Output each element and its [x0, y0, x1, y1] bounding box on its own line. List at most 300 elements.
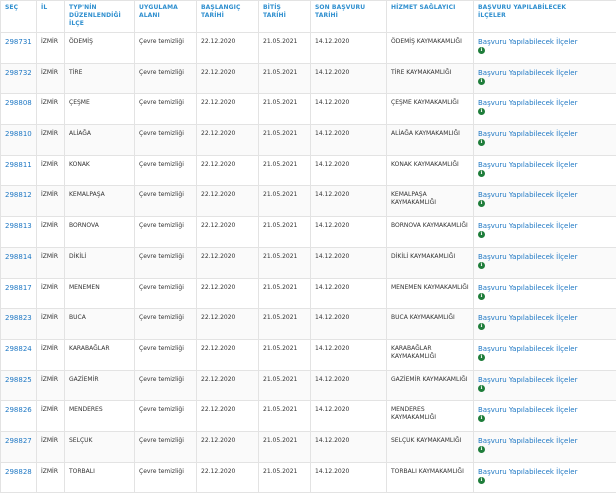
alan-text: Çevre temizliği	[139, 314, 184, 322]
info-icon[interactable]: i	[478, 200, 485, 207]
bitis-text: 21.05.2021	[263, 252, 298, 260]
alan-text: Çevre temizliği	[139, 130, 184, 138]
cell-uygulama-alani	[135, 94, 197, 125]
cell-hizmet-saglayici	[387, 94, 474, 125]
basvuru-ilceler-link[interactable]: Başvuru Yapılabilecek İlçeler	[478, 283, 578, 292]
bitis-text: 21.05.2021	[263, 68, 298, 76]
baslangic-text: 22.12.2020	[201, 283, 236, 291]
il-text: İZMİR	[41, 467, 58, 475]
son-basvuru-text: 14.12.2020	[315, 283, 350, 291]
info-icon[interactable]: i	[478, 139, 485, 146]
cell-son-basvuru	[311, 186, 387, 217]
info-icon[interactable]: i	[478, 262, 485, 269]
cell-basvuru-ilceler	[474, 339, 616, 370]
cell-sec	[1, 370, 37, 401]
typ-id-link[interactable]: 298817	[5, 283, 32, 292]
hizmet-text: ÇEŞME KAYMAKAMLIĞI	[391, 99, 459, 107]
son-basvuru-text: 14.12.2020	[315, 344, 350, 352]
header-ilce: TYP'NİN DÜZENLENDİĞİ İLÇE	[65, 1, 135, 33]
header-basvuru-ilceler: BAŞVURU YAPILABİLECEK İLÇELER	[474, 1, 616, 33]
cell-ilce	[65, 125, 135, 156]
cell-basvuru-ilceler	[474, 462, 616, 493]
cell-il	[37, 94, 65, 125]
hizmet-text: BUCA KAYMAKAMLIĞI	[391, 314, 455, 322]
cell-hizmet-saglayici	[387, 247, 474, 278]
cell-uygulama-alani	[135, 370, 197, 401]
cell-hizmet-saglayici	[387, 462, 474, 493]
typ-id-link[interactable]: 298732	[5, 68, 32, 77]
cell-uygulama-alani	[135, 401, 197, 432]
cell-baslangic	[197, 63, 259, 94]
cell-il	[37, 462, 65, 493]
cell-hizmet-saglayici	[387, 33, 474, 64]
hizmet-text: GAZİEMİR KAYMAKAMLIĞI	[391, 375, 468, 383]
basvuru-ilceler-link[interactable]: Başvuru Yapılabilecek İlçeler	[478, 38, 578, 46]
cell-hizmet-saglayici	[387, 339, 474, 370]
son-basvuru-text: 14.12.2020	[315, 406, 350, 414]
son-basvuru-text: 14.12.2020	[315, 222, 350, 230]
cell-uygulama-alani	[135, 186, 197, 217]
cell-ilce	[65, 33, 135, 64]
header-baslangic-tarihi: BAŞLANGIÇ TARİHİ	[197, 1, 259, 33]
cell-baslangic	[197, 370, 259, 401]
bitis-text: 21.05.2021	[263, 130, 298, 138]
cell-bitis	[259, 370, 311, 401]
cell-sec	[1, 217, 37, 248]
ilce-text: DİKİLİ	[69, 252, 87, 260]
cell-bitis	[259, 462, 311, 493]
il-text: İZMİR	[41, 68, 58, 76]
bitis-text: 21.05.2021	[263, 344, 298, 352]
ilce-text: BUCA	[69, 314, 86, 322]
table-row	[1, 431, 616, 462]
ilce-text: MENDERES	[69, 406, 103, 414]
alan-text: Çevre temizliği	[139, 375, 184, 383]
basvuru-ilceler-link[interactable]: Başvuru Yapılabilecek İlçeler	[478, 160, 578, 169]
typ-id-link[interactable]: 298824	[5, 344, 32, 353]
cell-baslangic	[197, 278, 259, 309]
cell-il	[37, 155, 65, 186]
cell-bitis	[259, 401, 311, 432]
bitis-text: 21.05.2021	[263, 467, 298, 475]
cell-uygulama-alani	[135, 33, 197, 64]
cell-uygulama-alani	[135, 63, 197, 94]
cell-son-basvuru	[311, 339, 387, 370]
cell-bitis	[259, 247, 311, 278]
table-row	[1, 401, 616, 432]
header-hizmet-saglayici: HİZMET SAĞLAYICI	[387, 1, 474, 33]
table-row	[1, 63, 616, 94]
alan-text: Çevre temizliği	[139, 436, 184, 444]
cell-baslangic	[197, 94, 259, 125]
info-icon[interactable]: i	[478, 293, 485, 300]
typ-id-link[interactable]: 298813	[5, 222, 32, 231]
baslangic-text: 22.12.2020	[201, 222, 236, 230]
cell-bitis	[259, 309, 311, 340]
cell-baslangic	[197, 247, 259, 278]
cell-baslangic	[197, 217, 259, 248]
alan-text: Çevre temizliği	[139, 406, 184, 414]
ilce-text: ÇEŞME	[69, 99, 90, 107]
info-icon[interactable]: i	[478, 78, 485, 85]
typ-id-link[interactable]: 298814	[5, 252, 32, 261]
cell-ilce	[65, 217, 135, 248]
table-row	[1, 217, 616, 248]
cell-son-basvuru	[311, 155, 387, 186]
cell-il	[37, 33, 65, 64]
alan-text: Çevre temizliği	[139, 99, 184, 107]
cell-ilce	[65, 155, 135, 186]
ilce-text: SELÇUK	[69, 436, 93, 444]
cell-sec	[1, 63, 37, 94]
header-uygulama-alani: UYGULAMA ALANI	[135, 1, 197, 33]
info-icon[interactable]: i	[478, 170, 485, 177]
table-header	[1, 1, 616, 33]
info-icon[interactable]: i	[478, 354, 485, 361]
table-body	[1, 33, 616, 493]
cell-ilce	[65, 370, 135, 401]
cell-uygulama-alani	[135, 217, 197, 248]
alan-text: Çevre temizliği	[139, 160, 184, 168]
il-text: İZMİR	[41, 130, 58, 138]
hizmet-text: ALİAĞA KAYMAKAMLIĞI	[391, 130, 460, 138]
cell-hizmet-saglayici	[387, 155, 474, 186]
cell-basvuru-ilceler	[474, 33, 616, 64]
cell-bitis	[259, 155, 311, 186]
cell-son-basvuru	[311, 63, 387, 94]
ilce-text: TORBALI	[69, 467, 95, 475]
il-text: İZMİR	[41, 191, 58, 199]
ilce-text: MENEMEN	[69, 283, 100, 291]
cell-ilce	[65, 339, 135, 370]
alan-text: Çevre temizliği	[139, 222, 184, 230]
alan-text: Çevre temizliği	[139, 467, 184, 475]
cell-baslangic	[197, 186, 259, 217]
basvuru-ilceler-link[interactable]: Başvuru Yapılabilecek İlçeler	[478, 191, 578, 200]
cell-bitis	[259, 33, 311, 64]
bitis-text: 21.05.2021	[263, 436, 298, 444]
info-icon[interactable]: i	[478, 415, 485, 422]
typ-id-link[interactable]: 298827	[5, 436, 32, 445]
info-icon[interactable]: i	[478, 477, 485, 484]
cell-basvuru-ilceler	[474, 401, 616, 432]
table-row	[1, 33, 616, 64]
cell-son-basvuru	[311, 33, 387, 64]
cell-il	[37, 63, 65, 94]
cell-uygulama-alani	[135, 339, 197, 370]
basvuru-ilceler-link[interactable]: Başvuru Yapılabilecek İlçeler	[478, 99, 578, 108]
alan-text: Çevre temizliği	[139, 283, 184, 291]
bitis-text: 21.05.2021	[263, 222, 298, 230]
cell-ilce	[65, 94, 135, 125]
baslangic-text: 22.12.2020	[201, 99, 236, 107]
typ-id-link[interactable]: 298808	[5, 99, 32, 108]
ilce-text: KONAK	[69, 160, 90, 168]
cell-basvuru-ilceler	[474, 309, 616, 340]
cell-il	[37, 431, 65, 462]
info-icon[interactable]: i	[478, 323, 485, 330]
cell-bitis	[259, 217, 311, 248]
cell-son-basvuru	[311, 431, 387, 462]
cell-son-basvuru	[311, 278, 387, 309]
table-row	[1, 186, 616, 217]
info-icon[interactable]: i	[478, 385, 485, 392]
cell-son-basvuru	[311, 94, 387, 125]
cell-hizmet-saglayici	[387, 401, 474, 432]
alan-text: Çevre temizliği	[139, 252, 184, 260]
cell-uygulama-alani	[135, 309, 197, 340]
header-row	[1, 1, 616, 33]
cell-baslangic	[197, 339, 259, 370]
cell-bitis	[259, 431, 311, 462]
ilce-text: KEMALPAŞA	[69, 191, 105, 199]
cell-sec	[1, 339, 37, 370]
cell-basvuru-ilceler	[474, 186, 616, 217]
cell-hizmet-saglayici	[387, 370, 474, 401]
cell-son-basvuru	[311, 462, 387, 493]
header-il: İL	[37, 1, 65, 33]
hizmet-text: KARABAĞLAR KAYMAKAMLIĞI	[391, 344, 437, 360]
cell-sec	[1, 247, 37, 278]
table-row	[1, 462, 616, 493]
il-text: İZMİR	[41, 222, 58, 230]
cell-bitis	[259, 94, 311, 125]
cell-uygulama-alani	[135, 155, 197, 186]
cell-ilce	[65, 309, 135, 340]
il-text: İZMİR	[41, 252, 58, 260]
table-row	[1, 155, 616, 186]
cell-sec	[1, 186, 37, 217]
hizmet-text: MENDERES KAYMAKAMLIĞI	[391, 406, 437, 422]
il-text: İZMİR	[41, 283, 58, 291]
il-text: İZMİR	[41, 314, 58, 322]
baslangic-text: 22.12.2020	[201, 252, 236, 260]
il-text: İZMİR	[41, 38, 58, 45]
il-text: İZMİR	[41, 406, 58, 414]
header-bitis-tarihi: BİTİŞ TARİHİ	[259, 1, 311, 33]
cell-sec	[1, 94, 37, 125]
info-icon[interactable]: i	[478, 231, 485, 238]
cell-sec	[1, 278, 37, 309]
son-basvuru-text: 14.12.2020	[315, 436, 350, 444]
cell-ilce	[65, 462, 135, 493]
alan-text: Çevre temizliği	[139, 38, 184, 45]
baslangic-text: 22.12.2020	[201, 38, 236, 45]
cell-il	[37, 401, 65, 432]
il-text: İZMİR	[41, 436, 58, 444]
cell-son-basvuru	[311, 370, 387, 401]
cell-baslangic	[197, 33, 259, 64]
hizmet-text: ÖDEMİŞ KAYMAKAMLIĞI	[391, 38, 462, 45]
hizmet-text: KEMALPAŞA KAYMAKAMLIĞI	[391, 191, 437, 207]
cell-basvuru-ilceler	[474, 370, 616, 401]
cell-baslangic	[197, 431, 259, 462]
info-icon[interactable]: i	[478, 47, 485, 54]
cell-son-basvuru	[311, 401, 387, 432]
cell-il	[37, 339, 65, 370]
basvuru-ilceler-link[interactable]: Başvuru Yapılabilecek İlçeler	[478, 130, 578, 139]
basvuru-ilceler-link[interactable]: Başvuru Yapılabilecek İlçeler	[478, 467, 578, 476]
ilce-text: ÖDEMİŞ	[69, 38, 93, 45]
cell-il	[37, 217, 65, 248]
cell-hizmet-saglayici	[387, 431, 474, 462]
cell-uygulama-alani	[135, 125, 197, 156]
cell-il	[37, 186, 65, 217]
hizmet-text: SELÇUK KAYMAKAMLIĞI	[391, 436, 462, 444]
cell-hizmet-saglayici	[387, 309, 474, 340]
baslangic-text: 22.12.2020	[201, 467, 236, 475]
typ-id-link[interactable]: 298823	[5, 314, 32, 323]
cell-hizmet-saglayici	[387, 125, 474, 156]
basvuru-ilceler-link[interactable]: Başvuru Yapılabilecek İlçeler	[478, 344, 578, 353]
table-row	[1, 370, 616, 401]
cell-ilce	[65, 247, 135, 278]
baslangic-text: 22.12.2020	[201, 68, 236, 76]
son-basvuru-text: 14.12.2020	[315, 252, 350, 260]
hizmet-text: KONAK KAYMAKAMLIĞI	[391, 160, 459, 168]
basvuru-ilceler-link[interactable]: Başvuru Yapılabilecek İlçeler	[478, 222, 578, 231]
typ-id-link[interactable]: 298810	[5, 130, 32, 139]
cell-basvuru-ilceler	[474, 63, 616, 94]
ilce-text: GAZİEMİR	[69, 375, 99, 383]
hizmet-text: BORNOVA KAYMAKAMLIĞI	[391, 222, 468, 230]
cell-son-basvuru	[311, 125, 387, 156]
typ-id-link[interactable]: 298812	[5, 191, 32, 200]
il-text: İZMİR	[41, 160, 58, 168]
typ-id-link[interactable]: 298826	[5, 406, 32, 415]
basvuru-ilceler-link[interactable]: Başvuru Yapılabilecek İlçeler	[478, 252, 578, 261]
cell-hizmet-saglayici	[387, 217, 474, 248]
cell-sec	[1, 431, 37, 462]
cell-bitis	[259, 339, 311, 370]
hizmet-text: MENEMEN KAYMAKAMLIĞI	[391, 283, 469, 291]
cell-sec	[1, 155, 37, 186]
cell-ilce	[65, 63, 135, 94]
info-icon[interactable]: i	[478, 446, 485, 453]
cell-sec	[1, 309, 37, 340]
typ-id-link[interactable]: 298731	[5, 38, 32, 46]
baslangic-text: 22.12.2020	[201, 375, 236, 383]
info-icon[interactable]: i	[478, 108, 485, 115]
cell-il	[37, 125, 65, 156]
son-basvuru-text: 14.12.2020	[315, 160, 350, 168]
ilce-text: KARABAĞLAR	[69, 344, 110, 352]
ilce-text: ALİAĞA	[69, 130, 91, 138]
bitis-text: 21.05.2021	[263, 38, 298, 45]
son-basvuru-text: 14.12.2020	[315, 375, 350, 383]
cell-uygulama-alani	[135, 247, 197, 278]
typ-id-link[interactable]: 298811	[5, 160, 32, 169]
basvuru-ilceler-link[interactable]: Başvuru Yapılabilecek İlçeler	[478, 406, 578, 415]
baslangic-text: 22.12.2020	[201, 160, 236, 168]
cell-baslangic	[197, 309, 259, 340]
cell-il	[37, 309, 65, 340]
cell-bitis	[259, 278, 311, 309]
bitis-text: 21.05.2021	[263, 406, 298, 414]
table-row	[1, 309, 616, 340]
header-son-basvuru-tarihi: SON BAŞVURU TARİHİ	[311, 1, 387, 33]
cell-uygulama-alani	[135, 278, 197, 309]
cell-son-basvuru	[311, 247, 387, 278]
cell-ilce	[65, 278, 135, 309]
table-row	[1, 247, 616, 278]
cell-sec	[1, 33, 37, 64]
baslangic-text: 22.12.2020	[201, 191, 236, 199]
basvuru-ilceler-link[interactable]: Başvuru Yapılabilecek İlçeler	[478, 436, 578, 445]
cell-basvuru-ilceler	[474, 431, 616, 462]
son-basvuru-text: 14.12.2020	[315, 68, 350, 76]
baslangic-text: 22.12.2020	[201, 344, 236, 352]
bitis-text: 21.05.2021	[263, 99, 298, 107]
basvuru-ilceler-link[interactable]: Başvuru Yapılabilecek İlçeler	[478, 375, 578, 384]
table-row	[1, 339, 616, 370]
cell-ilce	[65, 401, 135, 432]
alan-text: Çevre temizliği	[139, 68, 184, 76]
cell-baslangic	[197, 155, 259, 186]
cell-il	[37, 278, 65, 309]
cell-basvuru-ilceler	[474, 247, 616, 278]
cell-basvuru-ilceler	[474, 125, 616, 156]
alan-text: Çevre temizliği	[139, 344, 184, 352]
son-basvuru-text: 14.12.2020	[315, 38, 350, 45]
hizmet-text: TORBALI KAYMAKAMLIĞI	[391, 467, 464, 475]
cell-hizmet-saglayici	[387, 186, 474, 217]
cell-bitis	[259, 63, 311, 94]
son-basvuru-text: 14.12.2020	[315, 130, 350, 138]
cell-hizmet-saglayici	[387, 63, 474, 94]
cell-basvuru-ilceler	[474, 217, 616, 248]
bitis-text: 21.05.2021	[263, 160, 298, 168]
baslangic-text: 22.12.2020	[201, 314, 236, 322]
cell-bitis	[259, 125, 311, 156]
ilce-text: BORNOVA	[69, 222, 99, 230]
cell-ilce	[65, 431, 135, 462]
alan-text: Çevre temizliği	[139, 191, 184, 199]
son-basvuru-text: 14.12.2020	[315, 191, 350, 199]
cell-baslangic	[197, 125, 259, 156]
cell-son-basvuru	[311, 309, 387, 340]
header-sec: SEÇ	[1, 1, 37, 33]
bitis-text: 21.05.2021	[263, 191, 298, 199]
table-row	[1, 278, 616, 309]
baslangic-text: 22.12.2020	[201, 406, 236, 414]
cell-hizmet-saglayici	[387, 278, 474, 309]
cell-il	[37, 370, 65, 401]
typ-id-link[interactable]: 298825	[5, 375, 32, 384]
cell-basvuru-ilceler	[474, 155, 616, 186]
typ-id-link[interactable]: 298828	[5, 467, 32, 476]
baslangic-text: 22.12.2020	[201, 436, 236, 444]
bitis-text: 21.05.2021	[263, 314, 298, 322]
cell-baslangic	[197, 462, 259, 493]
baslangic-text: 22.12.2020	[201, 130, 236, 138]
cell-uygulama-alani	[135, 431, 197, 462]
cell-son-basvuru	[311, 217, 387, 248]
bitis-text: 21.05.2021	[263, 283, 298, 291]
basvuru-ilceler-link[interactable]: Başvuru Yapılabilecek İlçeler	[478, 68, 578, 77]
table-row	[1, 94, 616, 125]
hizmet-text: TİRE KAYMAKAMLIĞI	[391, 68, 452, 76]
hizmet-text: DİKİLİ KAYMAKAMLIĞI	[391, 252, 456, 260]
cell-baslangic	[197, 401, 259, 432]
cell-sec	[1, 401, 37, 432]
cell-sec	[1, 462, 37, 493]
cell-uygulama-alani	[135, 462, 197, 493]
son-basvuru-text: 14.12.2020	[315, 314, 350, 322]
basvuru-ilceler-link[interactable]: Başvuru Yapılabilecek İlçeler	[478, 314, 578, 323]
il-text: İZMİR	[41, 344, 58, 352]
cell-basvuru-ilceler	[474, 94, 616, 125]
